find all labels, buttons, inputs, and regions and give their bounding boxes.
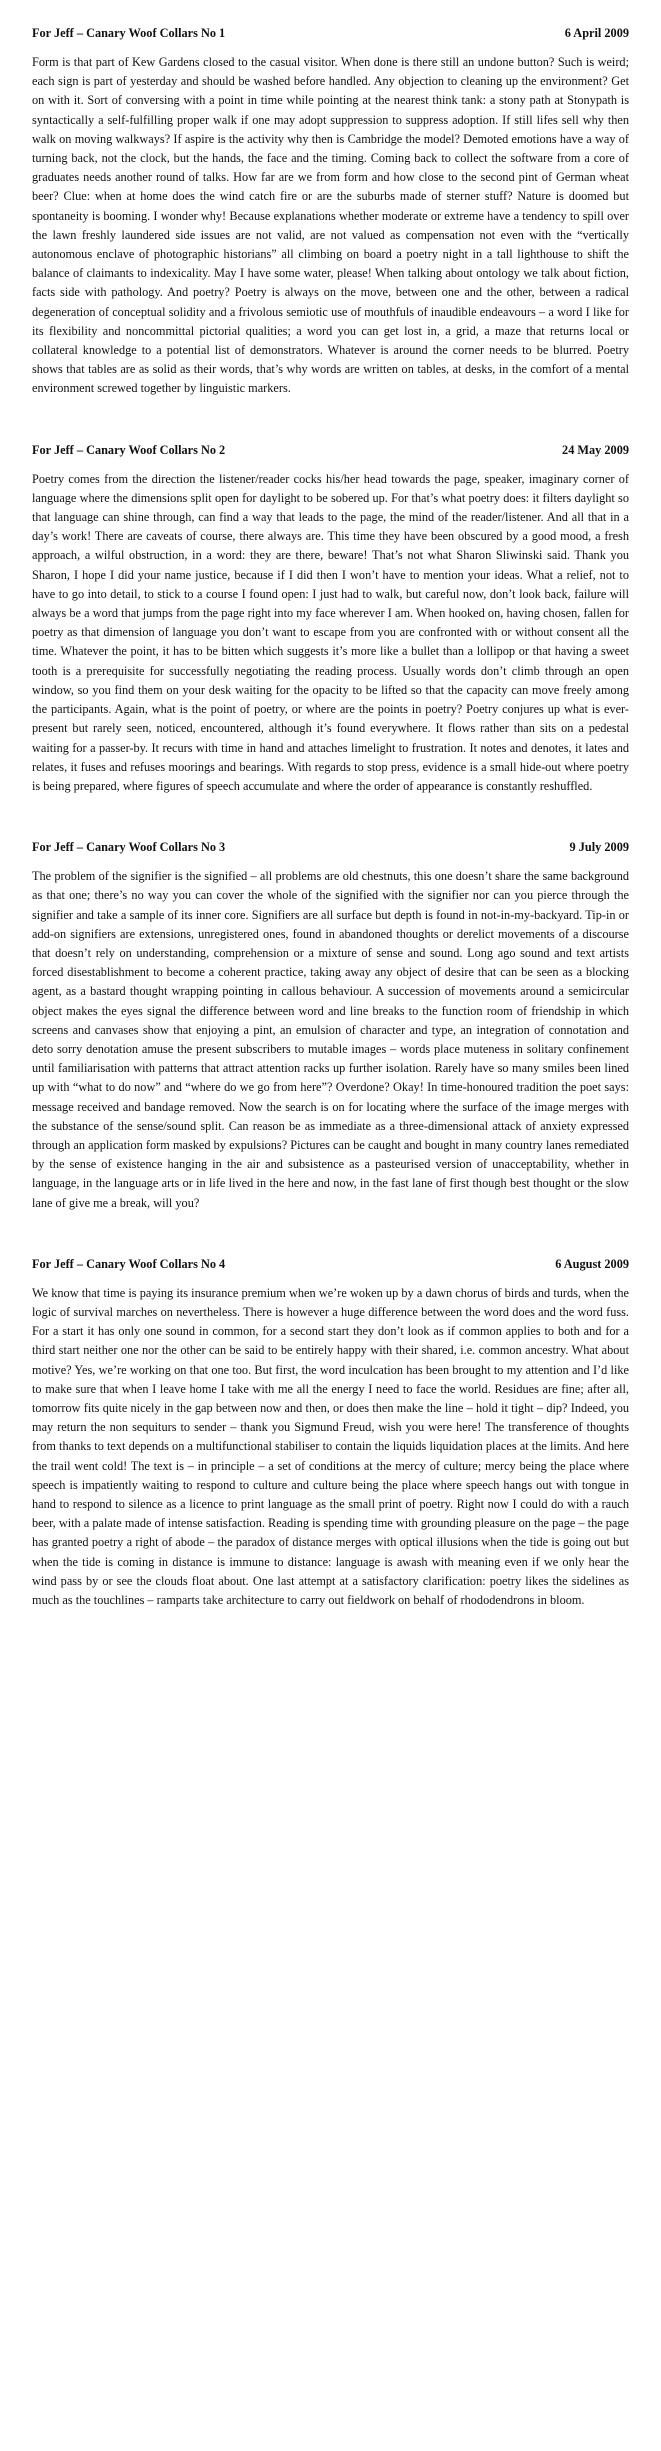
entry-4 [32,1257,629,1610]
entry-header [32,443,629,458]
entry-header [32,26,629,41]
entry-3 [32,840,629,1213]
entry-body: The problem of the signifier is the signified – all problems are old chestnuts, this one doesn’t share the same background as that one; there’s no way you can cover the whole of the signified with the signifier nor can you pierce through the signifier and take a sample of its inner core. Signifiers are all surface but depth is found in not-in-my-backyard. Tip-in or add-on signifiers are extensions, unregistered ones, found in abandoned thoughts or derelict movements of a discourse that doesn’t rely on understanding, comprehension or a mixture of sense and sound. Long ago sound and text artists forced disestablishment to become a coherent practice, taking away any object of desire that can be seen as a blocking agent, as a bastard thought wrapping pointing in callous behaviour. A succession of movements around a semicircular object makes the eyes signal the difference between word and line breaks to the function room of friendship in which screens and canvases show that enjoying a pint, an emulsion of character and type, an integration of connotation and deto sorry denotation amuse the present subscribers to mutable images – words place muteness in solitary confinement until familiarisation with patterns that attract attention racks up further isolation. Rarely have so many smiles been lined up with “what to do now” and “where do we go from here”? Overdone? Okay! In time-honoured tradition the poet says: message received and bandage removed. Now the search is on for locating where the surface of the image merges with the substance of the sense/sound split. Can reason be as immediate as a three-dimensional attack of anxiety expressed through an application form masked by expulsions? Pictures can be caught and bought in many country lanes remediated by the sense of existence hanging in the air and subsistence as a pasteurised version of unacceptability, whether in language, in the language arts or in life lived in the here and now, in the fast lane of first though best thought or the slow lane of give me a break, will you? [32,869,629,1210]
entry-1 [32,26,629,399]
entry-date: 9 July 2009 [569,840,629,855]
entry-2 [32,443,629,796]
entry-date: 6 April 2009 [564,26,629,40]
entry-header [32,1257,629,1272]
entry-body: Poetry comes from the direction the listener/reader cocks his/her head towards the page, speaker, imaginary corner of language where the dimensions split open for daylight to be sobered up. For that’s what poetry does: it filters daylight so that language can shine through, can find a way that leads to the page, the mind of the reader/listener. And all that in a day’s work! There are caveats of course, there always are. This time they have been obscured by a good mood, a fresh approach, a wilful obstruction, in a word: they are there, beware! That’s not what Sharon Sliwinski said. Thank you Sharon, I hope I did your name justice, because if I did then I won’t have to mention your ideas. What a relief, not to have to go into detail, to stick to a course I found open: I just had to walk, but careful now, don’t look back, failure will always be a word that jumps from the page right into my face wherever I am. When hooked on, having chosen, fallen for poetry as that dimension of language you don’t want to escape from you are confronted with or without consent all the time. Whatever the point, it has to be bitten which suggests it’s more like a bullet than a lollipop or that having a sweet tooth is a prerequisite for successfully negotiating the reading process. Usually words don’t climb through an open window, so you find them on your desk waiting for the opacity to be lifted so that the capacity can move freely among the participants. Again, what is the point of poetry, or where are the points in poetry? Poetry conjures up what is ever-present but rarely seen, noticed, encountered, although it’s found everywhere. It flows rather than sits on a pedestal waiting for a passer-by. It recurs with time in hand and attaches limelight to frustration. It notes and denotes, it lates and relates, it fuses and refuses moorings and bearings. With regards to stop press, evidence is a small hide-out where poetry is being prepared, where figures of speech accumulate and where the order of appearance is constantly reshuffled. [32,471,629,793]
entry-title: For Jeff – Canary Woof Collars No 2 [32,442,226,457]
entry-body: We know that time is paying its insurance premium when we’re woken up by a dawn chorus of birds and turds, when the logic of survival marches on nevertheless. There is however a huge difference between the word does and the word fuss. For a start it has only one sound in common, for a second start they don’t look as if common applies to both and for a third start neither one nor the other can be said to be entirely happy with their shared, i.e. common ancestry. What about motive? Yes, we’re working on that one too. But first, the word inculcation has been brought to my attention and I’d like to make sure that when I leave home I take with me all the energy I need to face the world. Residues are fine; after all, tomorrow fits quite nicely in the gap between now and then, or does then make the line – hold it tight – dip? Indeed, you may return the non sequiturs to sender – thank you Sigmund Freud, wish you were here! The transference of thoughts from thanks to text depends on a multifunctional stabiliser to contain the liquids liquidation places at the limits. And here the trail went cold! The text is – in principle – a set of conditions at the mercy of culture; mercy being the place where speech is impatiently waiting to respond to culture and culture being the place where speech hangs out with tongue in hand to respond to silence as a licence to print language as the small print of poetry. Right now I could do with a rauch beer, with a palate made of intense satisfaction. Reading is spending time with grounding pleasure on the page – the page has granted poetry a right of abode – the paradox of distance merges with optical illusions when the tide is going out but when the tide is coming in distance is immune to distance: language is awash with meaning even if we only hear the wind pass by or see the clouds float about. One last attempt at a satisfactory clarification: poetry likes the sidelines as much as the touchlines – ramparts take architecture to carry out fieldwork on behalf of rhododendrons in bloom. [32,1285,629,1608]
entry-title: For Jeff – Canary Woof Collars No 3 [32,840,226,855]
entry-title: For Jeff – Canary Woof Collars No 4 [32,1256,226,1271]
entry-header [32,840,629,855]
entry-body: Form is that part of Kew Gardens closed to the casual visitor. When done is there still an undone button? Such is weird; each sign is part of yesterday and should be washed before handled. Any objection to cleaning up the environment? Get on with it. Sort of conversing with a point in time while pointing at the nearest think tank: a stony path at Stonypath is syntactically a self-fulfilling proper walk if one may adopt suppression to suppress adoption. If still lifes sell why then walk on moving walkways? If aspire is the activity why then is Cambridge the model? Demoted emotions have a way of turning back, not the clock, but the hands, the face and the timing. Coming back to collect the software from a core of graduates needs another round of talks. How far are we from form and how close to the second pint of German wheat beer? Clue: when at home does the wind catch fire or are the suburbs made of sterner stuff? Nature is doomed but spontaneity is booming. I wonder why! Because explanations whether moderate or extreme have a tendency to spill over the lawn freshly laundered side issues are not valid, are not valued as compensation not even with the “vertically autonomous enclave of photographic historians” all climbing on board a poetry night in a tall lighthouse to shift the balance of claimants to indexicality. May I have some water, please! When talking about ontology we talk about fiction, facts side with pathology. And poetry? Poetry is always on the move, between one and the other, between a radical degeneration of conceptual solidity and a frivolous semiotic use of mouthfuls of inaudible endeavours – a word I like for its flexibility and noncommittal pictorial qualities; a word you can get lost in, a grid, a maze that returns local or collateral knowledge to a potential list of demonstrators. Whatever is around the corner needs to be blurred. Poetry shows that tables are as solid as their words, that’s why words are written on tables, at desks, in the comfort of a mental environment screwed together by linguistic markers. [32,55,629,396]
entry-date: 24 May 2009 [562,442,629,457]
entry-date: 6 August 2009 [555,1256,629,1271]
entry-title: For Jeff – Canary Woof Collars No 1 [32,26,226,40]
